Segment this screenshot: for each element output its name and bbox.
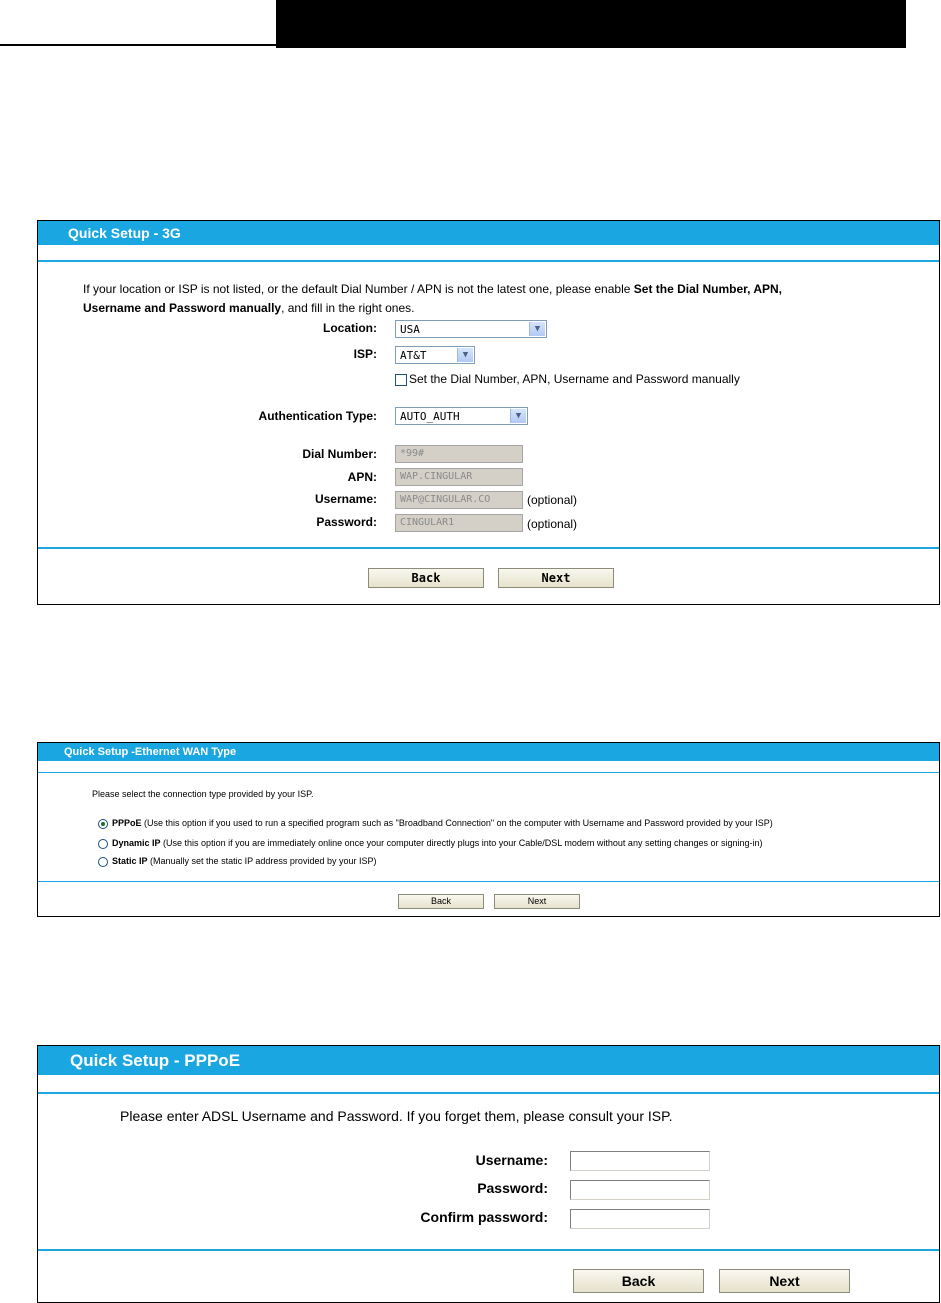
next-button[interactable]: Next bbox=[494, 894, 580, 909]
quick-setup-3g-panel bbox=[37, 220, 940, 605]
password-optional-note: (optional) bbox=[527, 517, 578, 531]
isp-label: ISP: bbox=[353, 347, 377, 361]
static-ip-option-text bbox=[112, 856, 376, 866]
panel-title-text: Quick Setup - PPPoE bbox=[70, 1051, 241, 1070]
pppoe-confirm-password-label: Confirm password: bbox=[420, 1209, 548, 1225]
auth-type-label: Authentication Type: bbox=[258, 409, 377, 423]
auth-type-select[interactable] bbox=[395, 407, 528, 425]
panel-title-text: Quick Setup - 3G bbox=[68, 225, 181, 241]
dynamic-ip-radio[interactable] bbox=[98, 839, 108, 849]
back-button[interactable]: Back bbox=[368, 568, 484, 588]
next-button[interactable]: Next bbox=[498, 568, 614, 588]
footer-divider bbox=[38, 1249, 939, 1251]
title-divider bbox=[38, 260, 939, 262]
location-value: USA bbox=[400, 323, 420, 336]
quick-setup-pppoe-panel bbox=[37, 1045, 940, 1303]
username-input[interactable]: WAP@CINGULAR.CO bbox=[395, 491, 523, 509]
static-ip-radio[interactable] bbox=[98, 857, 108, 867]
intro-bold-2: Username and Password manually bbox=[83, 301, 282, 315]
dial-number-label: Dial Number: bbox=[302, 447, 377, 461]
pppoe-intro-text: Please enter ADSL Username and Password. If you forget them, please consult your ISP. bbox=[120, 1108, 673, 1124]
doc-header-edge bbox=[904, 0, 906, 48]
chevron-down-icon: ▼ bbox=[510, 409, 526, 423]
panel-title bbox=[38, 743, 939, 761]
auth-type-value: AUTO_AUTH bbox=[400, 410, 460, 423]
intro-text bbox=[83, 280, 883, 318]
username-optional-note: (optional) bbox=[527, 493, 578, 507]
ethernet-wan-type-panel bbox=[37, 742, 940, 917]
pppoe-option-text bbox=[112, 818, 773, 828]
isp-value: AT&T bbox=[400, 349, 427, 362]
static-ip-option-desc: (Manually set the static IP address provided by your ISP) bbox=[150, 856, 377, 866]
intro-bold-1: Set the Dial Number, APN, bbox=[633, 282, 783, 296]
chevron-down-icon: ▼ bbox=[529, 322, 545, 336]
manual-settings-label: Set the Dial Number, APN, Username and Password manually bbox=[409, 372, 740, 386]
panel-title-text: Quick Setup -Ethernet WAN Type bbox=[64, 746, 237, 758]
doc-header-bar bbox=[276, 0, 904, 48]
title-divider bbox=[38, 1092, 939, 1094]
pppoe-option-name: PPPoE bbox=[112, 818, 142, 828]
pppoe-username-input[interactable] bbox=[570, 1151, 710, 1171]
pppoe-radio[interactable] bbox=[98, 819, 108, 829]
dynamic-ip-option-name: Dynamic IP bbox=[112, 838, 161, 848]
footer-divider bbox=[38, 881, 939, 882]
panel-title bbox=[38, 221, 939, 245]
footer-divider bbox=[38, 547, 939, 549]
doc-header-rule bbox=[0, 44, 278, 46]
location-label: Location: bbox=[323, 321, 377, 335]
username-label: Username: bbox=[314, 492, 377, 506]
pppoe-password-input[interactable] bbox=[570, 1180, 710, 1200]
back-button[interactable]: Back bbox=[398, 894, 484, 909]
title-divider bbox=[38, 772, 939, 773]
dial-number-input[interactable]: *99# bbox=[395, 445, 523, 463]
isp-select[interactable] bbox=[395, 346, 475, 364]
pppoe-password-label: Password: bbox=[477, 1180, 548, 1196]
location-select[interactable] bbox=[395, 320, 547, 338]
back-button[interactable]: Back bbox=[573, 1269, 704, 1293]
wan-intro-text: Please select the connection type provided by your ISP. bbox=[92, 789, 314, 799]
pppoe-username-label: Username: bbox=[475, 1152, 548, 1168]
password-input[interactable]: CINGULAR1 bbox=[395, 514, 523, 532]
next-button[interactable]: Next bbox=[719, 1269, 850, 1293]
panel-title bbox=[38, 1046, 939, 1075]
apn-input[interactable]: WAP.CINGULAR bbox=[395, 468, 523, 486]
dynamic-ip-option-text bbox=[112, 838, 763, 848]
pppoe-option-desc: (Use this option if you used to run a specified program such as "Broadband Connection" on the computer with Username and Password provided by your ISP) bbox=[144, 818, 773, 828]
apn-label: APN: bbox=[347, 470, 377, 484]
chevron-down-icon: ▼ bbox=[457, 348, 473, 362]
intro-plain: If your location or ISP is not listed, or the default Dial Number / APN is not the latest one, please enable bbox=[83, 282, 634, 296]
password-label: Password: bbox=[316, 515, 377, 529]
pppoe-confirm-password-input[interactable] bbox=[570, 1209, 710, 1229]
intro-tail: , and fill in the right ones. bbox=[281, 301, 415, 315]
dynamic-ip-option-desc: (Use this option if you are immediately online once your computer directly plugs into your Cable/DSL modem without any setting changes or signing-in) bbox=[163, 838, 763, 848]
static-ip-option-name: Static IP bbox=[112, 856, 148, 866]
manual-settings-checkbox[interactable] bbox=[395, 374, 407, 386]
